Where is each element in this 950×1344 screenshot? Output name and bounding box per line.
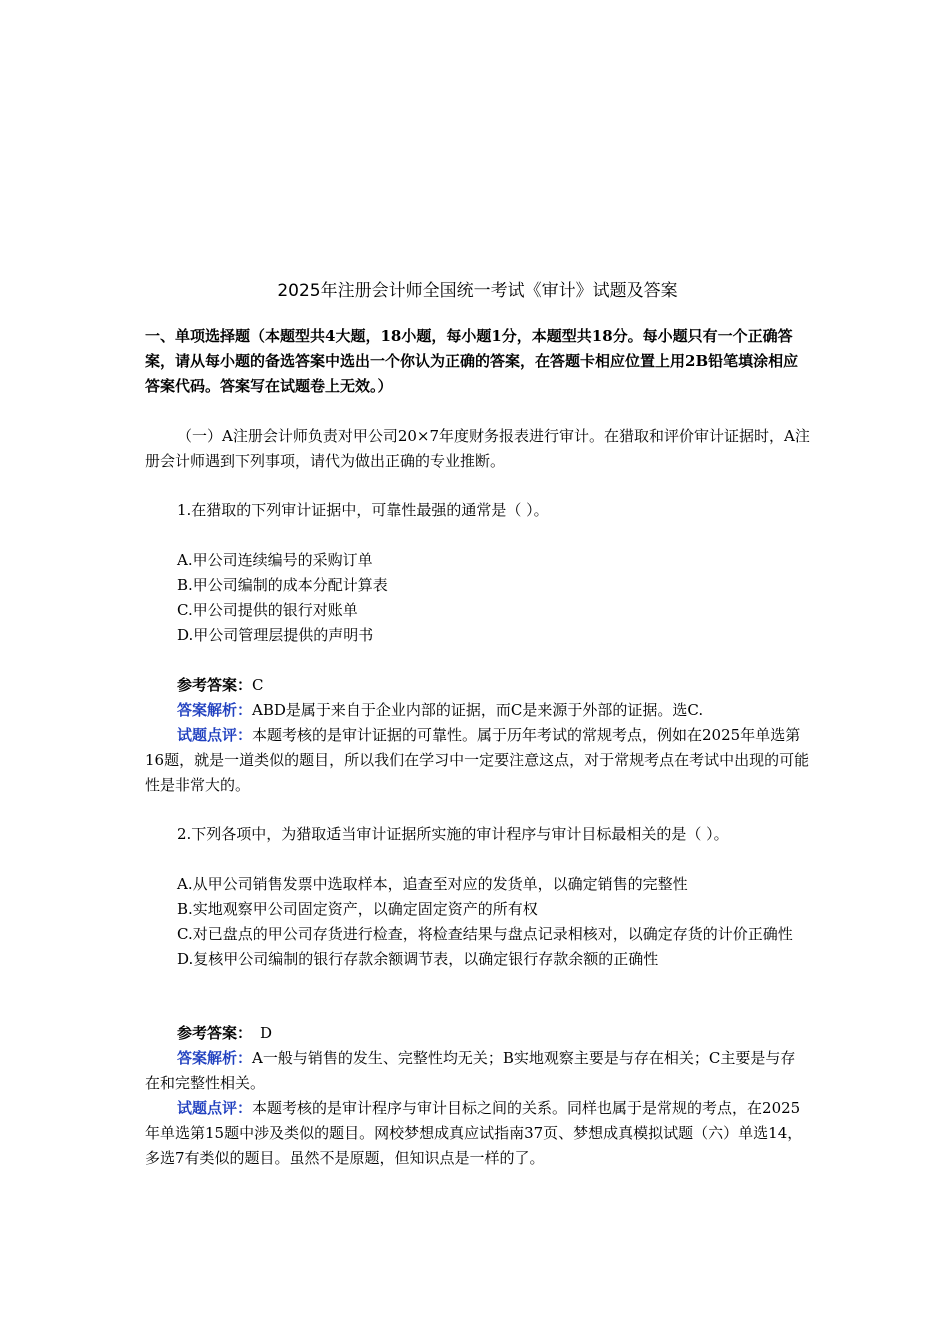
q1-answer-block [145,673,810,798]
q1-analysis [145,698,810,723]
q2-answer-block [145,1021,810,1171]
q1-option-a: A.甲公司连续编号的采购订单 [177,551,373,569]
q2-option-d: D.复核甲公司编制的银行存款余额调节表，以确定银行存款余额的正确性 [177,950,659,968]
q2-option-c: C.对已盘点的甲公司存货进行检查，将检查结果与盘点记录相核对，以确定存货的计价正确性 [177,925,793,943]
q1-question: 1.在猎取的下列审计证据中，可靠性最强的通常是（ ）。 [177,501,549,519]
q2-option-a: A.从甲公司销售发票中选取样本，追查至对应的发货单，以确定销售的完整性 [177,875,688,893]
q2-answer [145,1021,810,1046]
case-intro: （一）A注册会计师负责对甲公司20×7年度财务报表进行审计。在猎取和评价审计证据时，A注册会计师遇到下列事项，请代为做出正确的专业推断。 [145,427,810,470]
q2-question: 2.下列各项中，为猎取适当审计证据所实施的审计程序与审计目标最相关的是（ ）。 [177,825,729,843]
analysis-text: A一般与销售的发生、完整性均无关；B实地观察主要是与存在相关；C主要是与存在和完整性相关。 [145,1049,796,1092]
analysis-text: ABD是属于来自于企业内部的证据，而C是来源于外部的证据。选C. [252,701,704,719]
q1-answer [145,673,810,698]
comment-text: 本题考核的是审计证据的可靠性。属于历年考试的常规考点，例如在2025年单选第16题，就是一道类似的题目，所以我们在学习中一定要注意这点，对于常规考点在考试中出现的可能性是非常大的。 [145,726,810,794]
q2-comment [145,1096,810,1171]
q1-options [145,548,810,648]
comment-label: 试题点评： [177,1099,253,1117]
q1-option-d: D.甲公司管理层提供的声明书 [177,626,374,644]
q2-option-b: B.实地观察甲公司固定资产，以确定固定资产的所有权 [177,900,538,918]
answer-value: C [252,676,264,694]
page-title: 2025年注册会计师全国统一考试《审计》试题及答案 [277,281,678,301]
q1-comment [145,723,810,798]
q1-option-b: B.甲公司编制的成本分配计算表 [177,576,388,594]
analysis-label: 答案解析： [177,701,253,719]
answer-label: 参考答案： [177,1024,253,1042]
analysis-label: 答案解析： [177,1049,253,1067]
answer-value: D [260,1024,273,1042]
answer-label: 参考答案： [177,676,253,694]
comment-text: 本题考核的是审计程序与审计目标之间的关系。同样也属于是常规的考点，在2025年单选第15题中涉及类似的题目。网校梦想成真应试指南37页、梦想成真模拟试题（六）单选14，多选7有类似的题目。虽然不是原题，但知识点是一样的了。 [145,1099,803,1167]
comment-label: 试题点评： [177,726,253,744]
q2-analysis [145,1046,810,1096]
q2-options [145,872,810,972]
q1-option-c: C.甲公司提供的银行对账单 [177,601,358,619]
section-header: 一、单项选择题（本题型共4大题，18小题，每小题1分，本题型共18分。每小题只有一个正确答案，请从每小题的备选答案中选出一个你认为正确的答案，在答题卡相应位置上用2B铅笔填涂相应答案代码。答案写在试题卷上无效。） [145,327,799,395]
